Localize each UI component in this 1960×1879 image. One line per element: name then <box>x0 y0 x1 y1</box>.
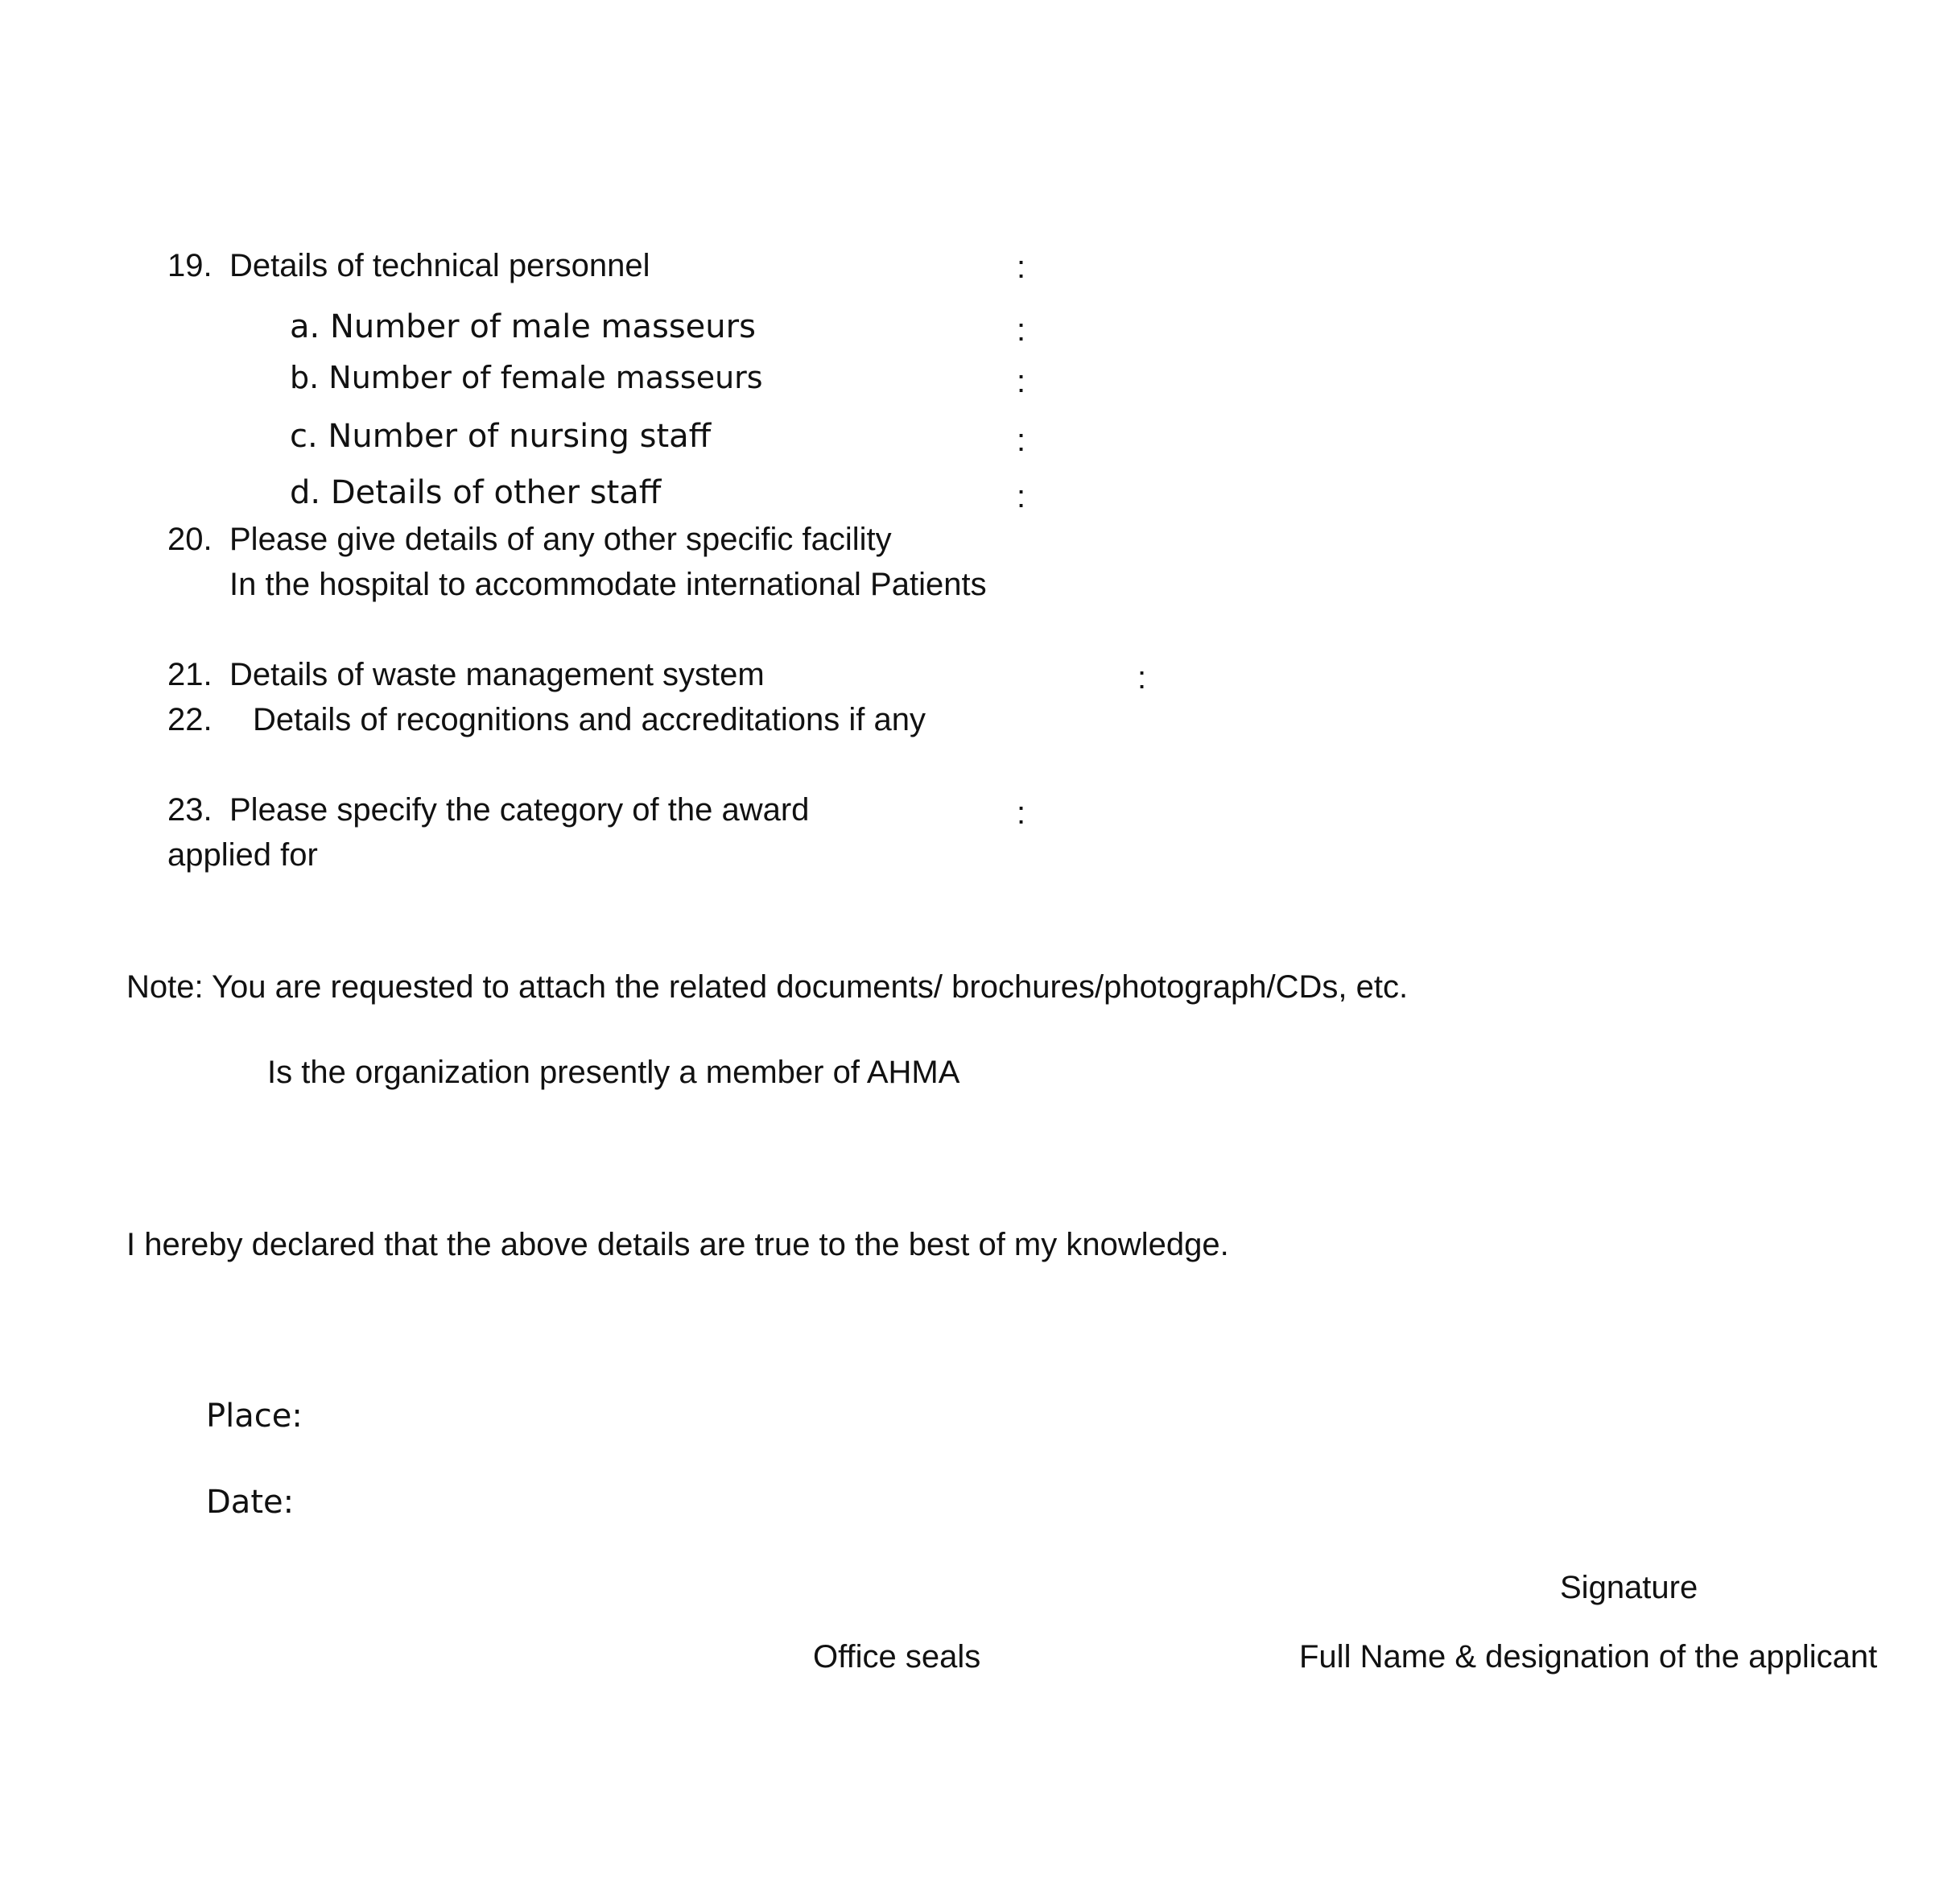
item-21-number: 21. <box>167 657 213 692</box>
item-22-label: Details of recognitions and accreditations if any <box>253 702 926 737</box>
item-19c-colon: : <box>1017 423 1026 458</box>
item-19d-colon: : <box>1017 479 1026 514</box>
item-19d-label: d. Details of other staff <box>290 474 662 511</box>
item-22-number: 22. <box>167 702 213 737</box>
item-19-label: Details of technical personnel <box>229 248 650 283</box>
item-21-label: Details of waste management system <box>229 657 765 692</box>
item-19-colon: : <box>1017 250 1026 285</box>
item-19b-label: b. Number of female masseurs <box>290 360 763 395</box>
office-seals-label: Office seals <box>813 1639 981 1675</box>
item-19c-label: c. Number of nursing staff <box>290 418 712 455</box>
item-23-number: 23. <box>167 792 213 828</box>
item-19a-label: a. Number of male masseurs <box>290 308 756 345</box>
item-20-label-line2: In the hospital to accommodate international Patients <box>229 567 987 602</box>
membership-question: Is the organization presently a member of AHMA <box>267 1055 960 1090</box>
full-name-designation-label: Full Name & designation of the applicant <box>1299 1639 1878 1675</box>
item-23-label-line2: applied for <box>167 837 318 873</box>
item-20-number: 20. <box>167 522 213 557</box>
place-label: Place: <box>206 1398 303 1435</box>
signature-label: Signature <box>1560 1570 1698 1605</box>
item-23-colon: : <box>1017 795 1026 831</box>
item-21-colon: : <box>1137 660 1147 696</box>
declaration-text: I hereby declared that the above details are true to the best of my knowledge. <box>126 1227 1229 1262</box>
item-19-number: 19. <box>167 248 213 283</box>
item-20-label-line1: Please give details of any other specific facility <box>229 522 892 557</box>
item-19b-colon: : <box>1017 364 1026 399</box>
item-23-label-line1: Please specify the category of the award <box>229 792 810 828</box>
date-label: Date: <box>206 1484 295 1521</box>
item-19a-colon: : <box>1017 312 1026 348</box>
note-text: Note: You are requested to attach the related documents/ brochures/photograph/CDs, etc. <box>126 969 1409 1005</box>
